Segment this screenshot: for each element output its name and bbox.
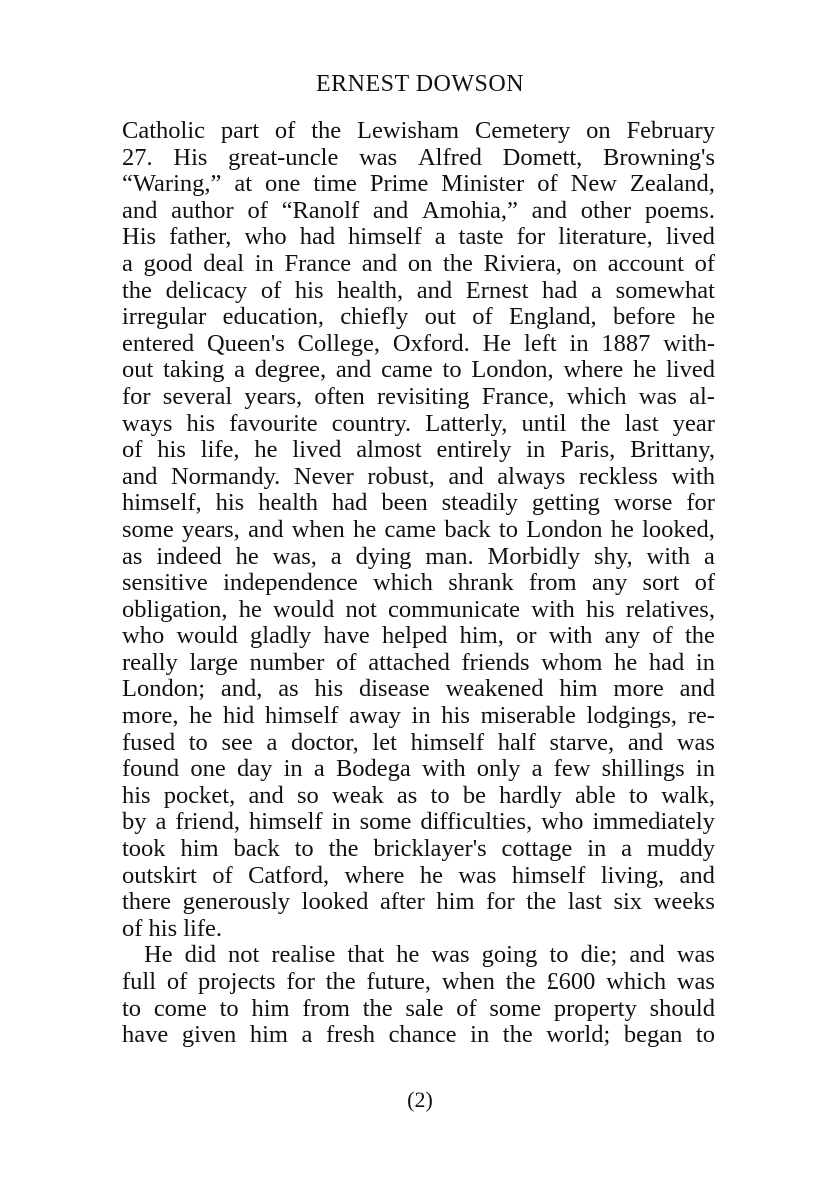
- text-line: outskirt of Catford, where he was himself living, and: [122, 861, 715, 889]
- text-line: Catholic part of the Lewisham Cemetery on February: [122, 117, 715, 144]
- text-line: really large number of attached friends whom he had in: [122, 648, 715, 676]
- text-line: the delicacy of his health, and Ernest had a somewhat: [122, 276, 715, 304]
- text-line: who would gladly have helped him, or with any of the: [122, 622, 715, 650]
- text-line: “Waring,” at one time Prime Minister of New Zealand,: [122, 170, 715, 198]
- text-line: more, he hid himself away in his miserable lodgings, re-: [122, 702, 715, 730]
- text-line: himself, his health had been steadily getting worse for: [122, 489, 715, 517]
- text-line: took him back to the bricklayer's cottage in a muddy: [122, 835, 715, 863]
- text-line: London; and, as his disease weakened him more and: [122, 675, 715, 703]
- text-line: and Normandy. Never robust, and always reckless with: [122, 462, 715, 490]
- body-text: [122, 118, 715, 1049]
- text-line: his pocket, and so weak as to be hardly able to walk,: [122, 781, 715, 809]
- text-line: there generously looked after him for the last six weeks: [122, 888, 715, 916]
- page-number: (2): [407, 1087, 433, 1112]
- text-line: out taking a degree, and came to London, where he lived: [122, 356, 715, 384]
- text-line: of his life, he lived almost entirely in Paris, Brittany,: [122, 436, 715, 464]
- running-head: ERNEST DOWSON: [315, 71, 525, 97]
- text-line: He did not realise that he was going to die; and was: [144, 941, 715, 969]
- text-line: and author of “Ranolf and Amohia,” and other poems.: [122, 196, 715, 224]
- text-line: entered Queen's College, Oxford. He left in 1887 with-: [122, 329, 715, 357]
- text-line: fused to see a doctor, let himself half starve, and was: [122, 728, 715, 756]
- text-line: to come to him from the sale of some property should: [122, 994, 715, 1022]
- text-line: as indeed he was, a dying man. Morbidly shy, with a: [122, 542, 715, 570]
- text-line: 27. His great-uncle was Alfred Domett, Browning's: [122, 143, 715, 171]
- text-line: for several years, often revisiting France, which was al-: [122, 382, 715, 410]
- text-line: by a friend, himself in some difficulties, who immediately: [122, 808, 715, 836]
- text-line: some years, and when he came back to London he looked,: [122, 515, 715, 543]
- text-line: His father, who had himself a taste for literature, lived: [122, 223, 715, 251]
- text-line: of his life.: [122, 914, 223, 942]
- text-line: found one day in a Bodega with only a few shillings in: [122, 755, 715, 783]
- paragraph-1: [122, 118, 715, 942]
- text-line: have given him a fresh chance in the world; began to: [122, 1021, 715, 1049]
- text-line: irregular education, chiefly out of England, before he: [122, 303, 715, 331]
- text-line: ways his favourite country. Latterly, until the last year: [122, 409, 715, 437]
- text-line: a good deal in France and on the Riviera, on account of: [122, 249, 715, 277]
- text-line: full of projects for the future, when the £600 which was: [122, 968, 715, 995]
- paragraph-2: [122, 942, 715, 1048]
- text-line: obligation, he would not communicate with his relatives,: [122, 595, 715, 623]
- text-line: sensitive independence which shrank from any sort of: [122, 569, 715, 597]
